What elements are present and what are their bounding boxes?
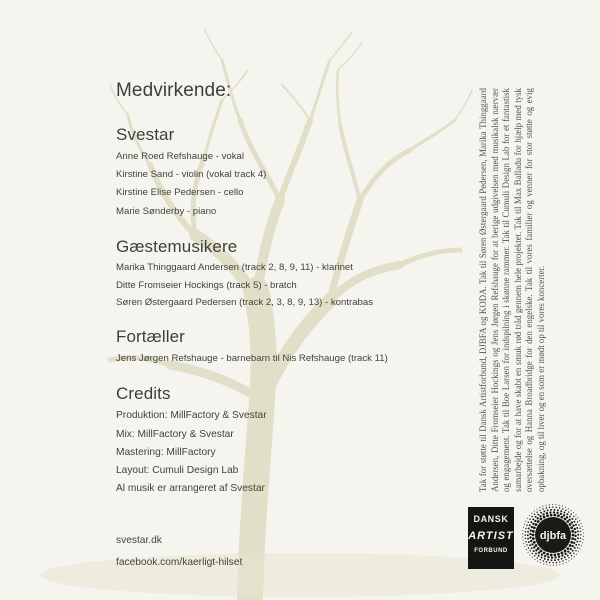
guest-line: Ditte Fromseier Hockings (track 5) - bratch	[116, 280, 297, 291]
logo-text: ARTIST	[468, 530, 514, 542]
member-line: Anne Roed Refshauge - vokal	[116, 151, 244, 162]
member-line: Kirstine Elise Pedersen - cello	[116, 187, 244, 198]
member-line: Marie Sønderby - piano	[116, 206, 217, 217]
thanks-text-block	[448, 86, 578, 494]
credit-line: Produktion: MillFactory & Svestar	[116, 410, 267, 421]
guest-line: Marika Thinggaard Andersen (track 2, 8, 9, 11) - klarinet	[116, 262, 353, 273]
logo-text: DANSK	[473, 514, 509, 524]
guest-line: Søren Østergaard Pedersen (track 2, 3, 8, 9, 13) - kontrabas	[116, 297, 374, 308]
page-title: Medvirkende:	[116, 80, 232, 101]
djbfa-logo	[520, 502, 586, 568]
section-heading-gaestemusikere: Gæstemusikere	[116, 237, 238, 256]
credit-line: Mix: MillFactory & Svestar	[116, 429, 234, 440]
thanks-text: Tak for støtte til Dansk Artistforbund, DJBFA og KODA. Tak til Søren Østergaard Pedersen, Marika Thinggaard Andersen, Ditte Fromseier Hockings og Jens Jørgen Refshauge for at berige udgivelsen med musikalsk nærvær og engagement. Tak til Boe Larsen for indspilning i skønne rammer. Tak til Cumuli Design Lab for et fantastisk samarbejde og for at have skabt en smuk rød tråd gennem hele projektet. Tak til Max Balladu for hjælp med tysk oversættelse og Hanna Broadbridge for den engelske. Tak til vores familier og venner for stor støtte og evig opbakning, og til hver og en som er mødt op til vores koncerter.	[478, 88, 547, 492]
logo-text: FORBUND	[474, 548, 508, 554]
website-link[interactable]: svestar.dk	[116, 535, 162, 546]
credit-line: Mastering: MillFactory	[116, 447, 216, 458]
credit-line: Layout: Cumuli Design Lab	[116, 465, 239, 476]
narrator-line: Jens Jørgen Refshauge - barnebarn til Nis Refshauge (track 11)	[116, 353, 388, 364]
member-line: Kirstine Sand - violin (vokal track 4)	[116, 169, 267, 180]
credit-line: Al musik er arrangeret af Svestar	[116, 483, 265, 494]
dansk-artist-forbund-logo	[468, 507, 514, 569]
section-heading-svestar: Svestar	[116, 125, 175, 144]
facebook-link[interactable]: facebook.com/kaerligt-hilset	[116, 557, 243, 568]
section-heading-credits: Credits	[116, 384, 171, 403]
logo-text: djbfa	[539, 530, 567, 542]
section-heading-fortaeller: Fortæller	[116, 327, 185, 346]
